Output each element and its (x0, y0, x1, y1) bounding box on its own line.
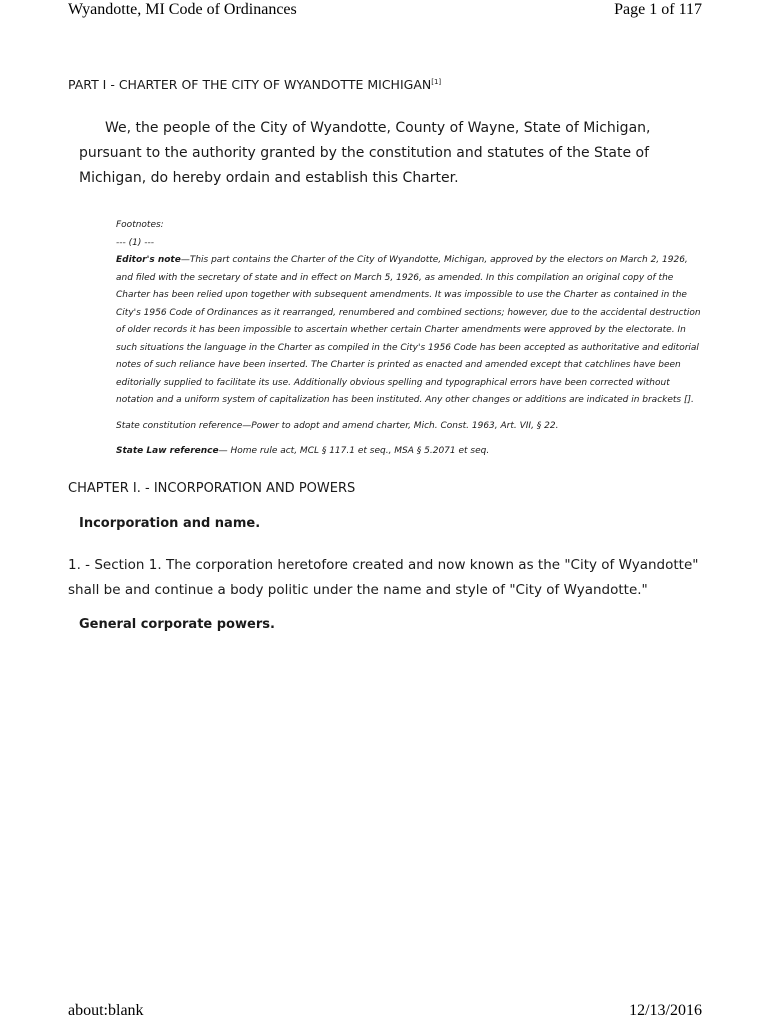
footnote-marker: --- (1) --- (116, 237, 154, 248)
state-law-reference-label: State Law reference (116, 446, 219, 457)
footnotes (116, 217, 702, 461)
footnotes-label: Footnotes: (116, 220, 164, 231)
chapter-title: CHAPTER I. - INCORPORATION AND POWERS (68, 480, 356, 496)
section-heading: General corporate powers. (79, 616, 275, 632)
part-title-text: PART I - CHARTER OF THE CITY OF WYANDOTTE MICHIGAN (68, 77, 432, 93)
header-document-title: Wyandotte, MI Code of Ordinances (68, 1, 297, 18)
state-law-reference (116, 443, 702, 461)
section-text: 1. - Section 1. The corporation heretofore created and now known as the "City of Wyandotte" shall be and continue a body politic under the name and style of "City of Wyandotte." (68, 556, 699, 599)
state-constitution-reference: State constitution reference—Power to adopt and amend charter, Mich. Const. 1963, Art. VII, § 22. (116, 420, 559, 431)
preamble: We, the people of the City of Wyandotte, County of Wayne, State of Michigan, pursuant to the authority granted by the constitution and statutes of the State of Michigan, do hereby ordain and establish this Charter. (79, 120, 651, 187)
editors-note-text: —This part contains the Charter of the City of Wyandotte, Michigan, approved by the electors on March 2, 1926, and filed with the secretary of state and in effect on March 5, 1926, as amended. In this compilation an original copy of the Charter has been relied upon together with subsequent amendments. It was impossible to use the Charter as contained in the City's 1956 Code of Ordinances as it rearranged, renumbered and combined sections; however, due to the accidental destruction of older records it has been impossible to ascertain whether certain Charter amendments were approved by the electorate. In such situations the language in the Charter as compiled in the City's 1956 Code has been accepted as authoritative and editorial notes of such reliance have been inserted. The Charter is printed as enacted and amended except that catchlines have been editorially supplied to facilitate its use. Additionally obvious spelling and typographical errors have been corrected without notation and a uniform system of capitalization has been instituted. Any other changes or additions are indicated in brackets []. (116, 255, 701, 406)
print-header (68, 0, 702, 24)
editors-note (116, 252, 702, 410)
footer-date: 12/13/2016 (629, 1002, 702, 1019)
footnote-ref-link[interactable]: [1] (431, 78, 442, 86)
state-law-reference-text: — Home rule act, MCL § 117.1 et seq., MSA § 5.2071 et seq. (218, 446, 490, 457)
part-title (68, 73, 702, 94)
header-page-number: Page 1 of 117 (614, 1, 702, 18)
editors-note-label: Editor's note (116, 255, 181, 266)
document-body (68, 73, 702, 634)
print-footer (68, 1002, 702, 1024)
footer-url: about:blank (68, 1002, 144, 1019)
section-heading: Incorporation and name. (79, 515, 261, 531)
